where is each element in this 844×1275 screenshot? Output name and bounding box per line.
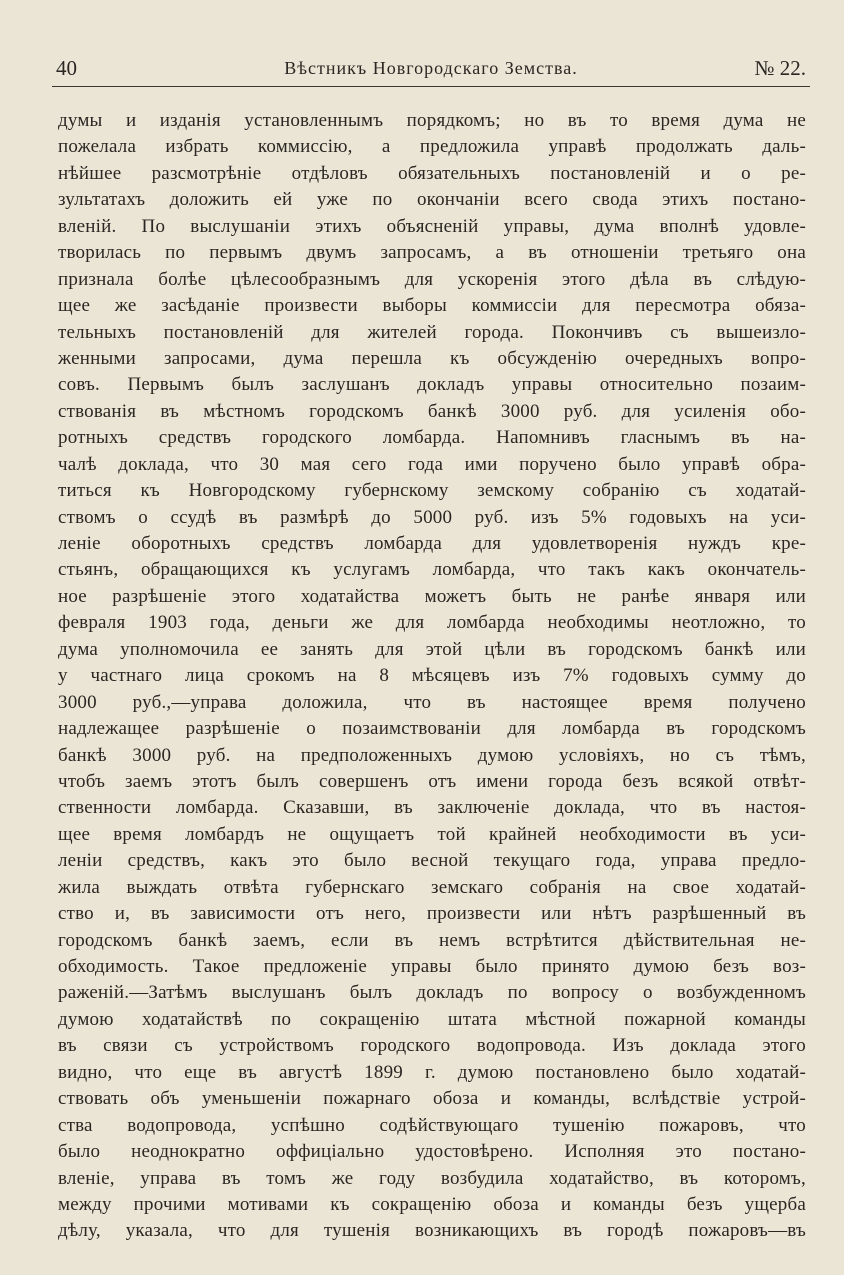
text-line: раженій.—Затѣмъ выслушанъ былъ докладъ по вопросу о возбужденномъ <box>58 982 806 1004</box>
text-line: городскомъ банкѣ заемъ, если въ немъ встрѣтится дѣйствительная не- <box>58 929 806 951</box>
text-line: вленій. По выслушаніи этихъ объясненій управы, дума вполнѣ удовле- <box>58 215 806 237</box>
text-line: совъ. Первымъ былъ заслушанъ докладъ управы относительно позаим- <box>58 374 806 396</box>
text-line: обходимость. Такое предложеніе управы было принято думою безъ воз- <box>58 956 806 977</box>
text-line: думы и изданія установленнымъ порядкомъ; но въ то время дума не <box>58 110 806 131</box>
text-line: февраля 1903 года, деньги же для ломбарда необходимы неотложно, то <box>58 612 806 634</box>
text-line: видно, что еще въ августѣ 1899 г. думою постановлено было ходатай- <box>58 1061 806 1083</box>
text-line: надлежащее разрѣшеніе о позаимствованіи для ломбарда въ городскомъ <box>58 718 806 740</box>
text-line: леніе оборотныхъ средствъ ломбарда для удовлетворенія нуждъ кре- <box>58 533 806 554</box>
text-line: творилась по первымъ двумъ запросамъ, а въ отношеніи третьяго она <box>58 242 806 264</box>
text-line: тельныхъ постановленій для жителей города. Покончивъ съ вышеизло- <box>58 321 806 343</box>
text-line: титься къ Новгородскому губернскому земскому собранію съ ходатай- <box>58 480 806 502</box>
text-line: леніи средствъ, какъ это было весной текущаго года, управа предло- <box>58 850 806 872</box>
text-line: между прочими мотивами къ сокращенію обоза и команды безъ ущерба <box>58 1193 806 1215</box>
text-line: дѣлу, указала, что для тушенія возникающихъ въ городѣ пожаровъ—въ <box>58 1220 806 1242</box>
text-line: вленіе, управа въ томъ же году возбудила ходатайство, въ которомъ, <box>58 1167 806 1189</box>
text-line: въ связи съ устройствомъ городского водопровода. Изъ доклада этого <box>58 1035 806 1057</box>
text-line: чалѣ доклада, что 30 мая сего года ими поручено было управѣ обра- <box>58 453 806 475</box>
text-line: щее время ломбардъ не ощущаетъ той крайней необходимости въ уси- <box>58 823 806 845</box>
body-text <box>58 108 806 1245</box>
text-line: чтобъ заемъ этотъ былъ совершенъ отъ имени города безъ всякой отвѣт- <box>58 770 806 792</box>
text-line: ство и, въ зависимости отъ него, произвести или нѣтъ разрѣшенный въ <box>58 903 806 925</box>
text-line: ротныхъ средствъ городского ломбарда. Напомнивъ гласнымъ въ на- <box>58 427 806 449</box>
text-line: признала болѣе цѣлесообразнымъ для ускоренія этого дѣла въ слѣдую- <box>58 268 806 290</box>
running-title: Вѣстникъ Новгородскаго Земства. <box>284 58 578 78</box>
page-header <box>52 50 810 87</box>
text-line: нѣйшее разсмотрѣніе отдѣловъ обязательныхъ постановленій и о ре- <box>58 162 806 184</box>
text-line: дума уполномочила ее занять для этой цѣли въ городскомъ банкѣ или <box>58 638 806 660</box>
text-line: думою ходатайствѣ по сокращенію штата мѣстной пожарной команды <box>58 1008 806 1030</box>
text-line: пожелала избрать коммиссію, а предложила управѣ продолжать даль- <box>58 136 806 158</box>
text-line: щее же засѣданіе произвести выборы коммиссіи для пересмотра обяза- <box>58 295 806 317</box>
text-line: ства водопровода, успѣшно содѣйствующаго тушенію пожаровъ, что <box>58 1114 806 1136</box>
text-line: было неоднократно оффиціально удостовѣрено. Исполняя это постано- <box>58 1141 806 1163</box>
text-line: банкѣ 3000 руб. на предположенныхъ думою условіяхъ, но съ тѣмъ, <box>58 744 806 766</box>
issue-number: № 22. <box>754 56 806 80</box>
text-line: женными запросами, дума перешла къ обсужденію очередныхъ вопро- <box>58 347 806 369</box>
text-line: стьянъ, обращающихся къ услугамъ ломбарда, что такъ какъ окончатель- <box>58 559 806 581</box>
text-line: ственности ломбарда. Сказавши, въ заключеніе доклада, что въ настоя- <box>58 797 806 819</box>
text-line: ствованія въ мѣстномъ городскомъ банкѣ 3000 руб. для усиленія обо- <box>58 400 806 422</box>
text-line: ное разрѣшеніе этого ходатайства можетъ быть не ранѣе января или <box>58 585 806 607</box>
text-line: у частнаго лица срокомъ на 8 мѣсяцевъ изъ 7% годовыхъ сумму до <box>58 665 806 687</box>
text-line: зультатахъ доложить ей уже по окончаніи всего свода этихъ постано- <box>58 189 806 211</box>
page-number: 40 <box>56 56 77 80</box>
text-line: ствомъ о ссудѣ въ размѣрѣ до 5000 руб. изъ 5% годовыхъ на уси- <box>58 506 806 528</box>
text-line: 3000 руб.,—управа доложила, что въ настоящее время получено <box>58 691 806 713</box>
text-line: жила выждать отвѣта губернскаго земскаго собранія на свое ходатай- <box>58 876 806 898</box>
text-line: ствовать объ уменьшеніи пожарнаго обоза и команды, вслѣдствіе устрой- <box>58 1088 806 1110</box>
